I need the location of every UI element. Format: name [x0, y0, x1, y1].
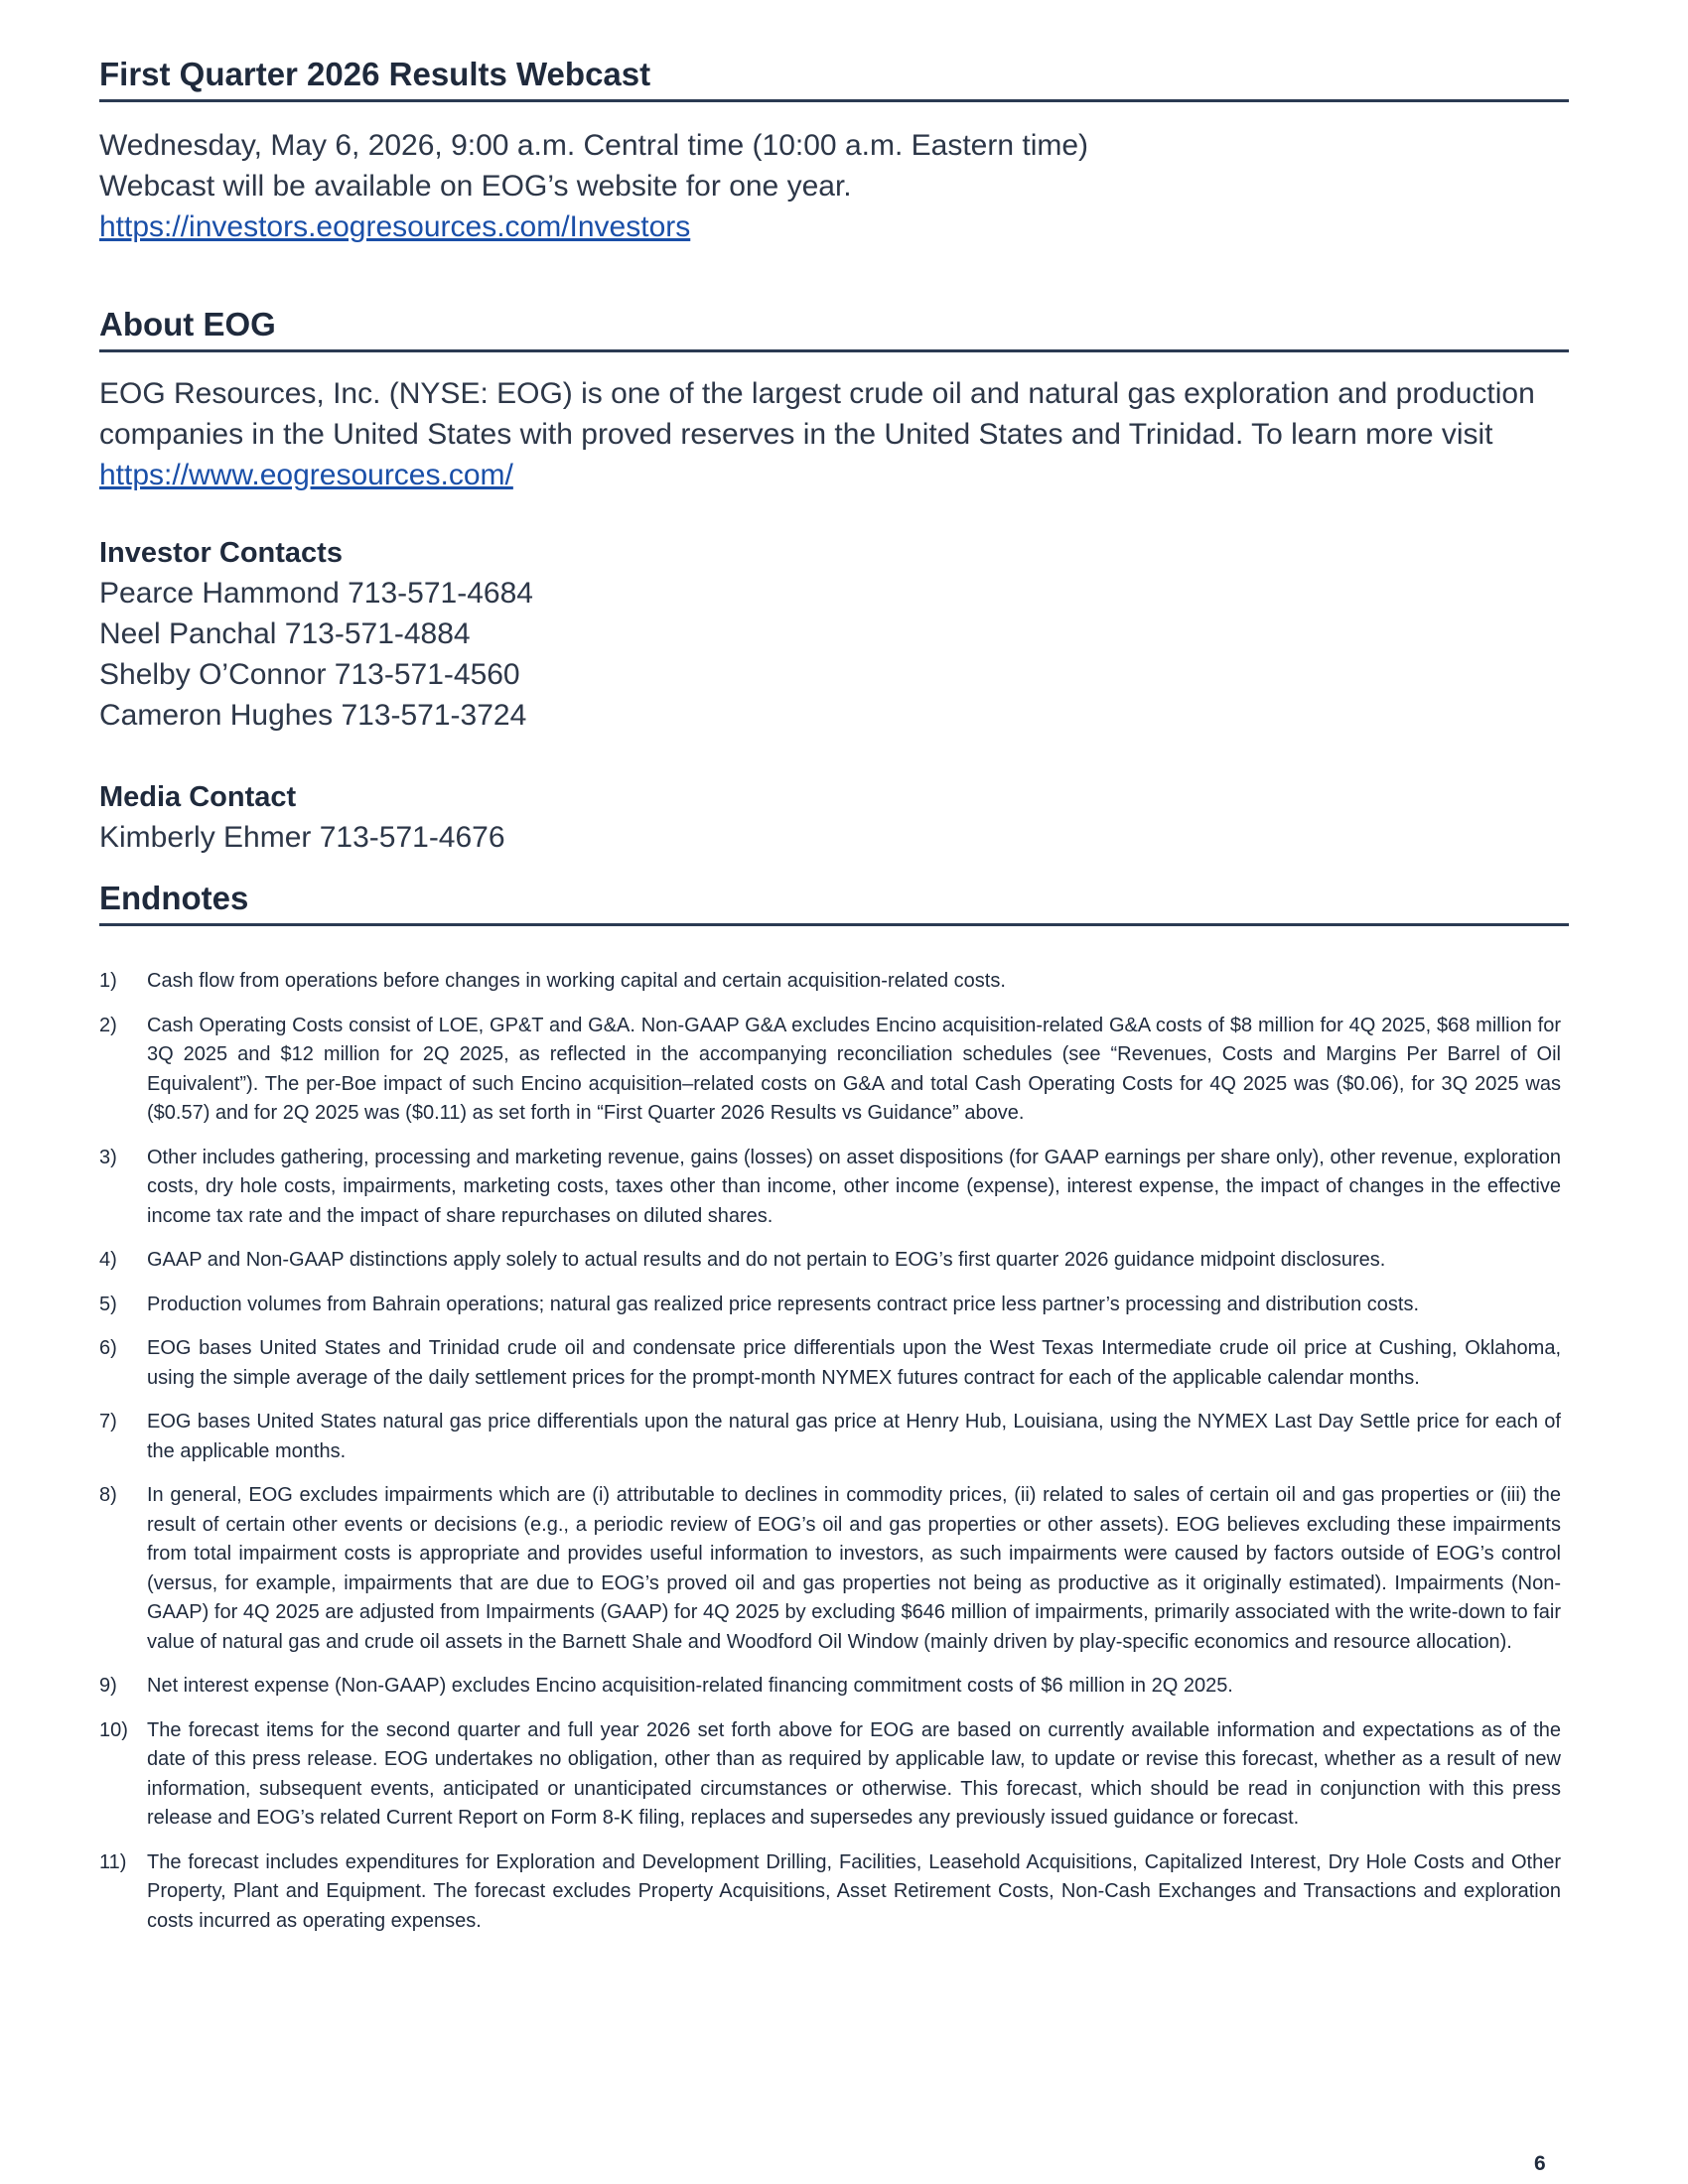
endnote-number: 6) [99, 1337, 117, 1359]
endnote-text: EOG bases United States natural gas price differentials upon the natural gas price at Henry Hub, Louisiana, using the NYMEX Last Day Settle price for each of the applicable months. [147, 1411, 1561, 1462]
endnotes-heading: Endnotes [99, 880, 1569, 926]
endnote-item [99, 1672, 1561, 1702]
endnote-number: 5) [99, 1293, 117, 1315]
endnote-text: Cash flow from operations before changes in working capital and certain acquisition-related costs. [147, 970, 1006, 992]
endnote-text: Cash Operating Costs consist of LOE, GP&T and G&A. Non-GAAP G&A excludes Encino acquisition-related G&A costs of $8 million for 4Q 2025, $68 million for 3Q 2025 and $12 million for 2Q 2025, as reflected in the accompanying reconciliation schedules (see “Revenues, Costs and Margins Per Barrel of Oil Equivalent”). The per-Boe impact of such Encino acquisition–related costs on G&A and total Cash Operating Costs for 4Q 2025 was ($0.06), for 3Q 2025 was ($0.57) and for 2Q 2025 was ($0.11) as set forth in “First Quarter 2026 Results vs Guidance” above. [147, 1014, 1561, 1124]
endnotes-list [99, 967, 1561, 1951]
endnote-text: Net interest expense (Non-GAAP) excludes Encino acquisition-related financing commitment costs of $6 million in 2Q 2025. [147, 1675, 1233, 1697]
endnote-text: In general, EOG excludes impairments which are (i) attributable to declines in commodity prices, (ii) related to sales of certain oil and gas properties or (iii) the result of certain other events or decisions (e.g., a periodic review of EOG’s oil and gas properties or other assets). EOG believes excluding these impairments from total impairment costs is appropriate and provides useful information to investors, as such impairments were caused by factors outside of EOG’s control (versus, for example, impairments that are due to EOG’s proved oil and gas properties not being as productive as it originally estimated). Impairments (Non-GAAP) for 4Q 2025 are adjusted from Impairments (GAAP) for 4Q 2025 by excluding $646 million of impairments, primarily associated with the write-down to fair value of natural gas and crude oil assets in the Barnett Shale and Woodford Oil Window (mainly driven by play-specific economics and resource allocation). [147, 1484, 1561, 1653]
endnote-item [99, 967, 1561, 997]
endnote-item [99, 1291, 1561, 1320]
webcast-availability-line: Webcast will be available on EOG’s website for one year. [99, 170, 852, 203]
webcast-details [99, 125, 1569, 247]
investor-contact: Shelby O’Connor 713-571-4560 [99, 658, 520, 691]
media-contact-heading: Media Contact [99, 781, 297, 813]
endnote-text: EOG bases United States and Trinidad crude oil and condensate price differentials upon the West Texas Intermediate crude oil price at Cushing, Oklahoma, using the simple average of the daily settlement prices for the prompt-month NYMEX futures contract for each of the applicable calendar months. [147, 1337, 1561, 1389]
investor-contact: Pearce Hammond 713-571-4684 [99, 577, 533, 610]
about-paragraph [99, 373, 1569, 495]
endnote-item [99, 1246, 1561, 1276]
endnote-number: 7) [99, 1411, 117, 1433]
endnote-number: 1) [99, 970, 117, 992]
about-text: EOG Resources, Inc. (NYSE: EOG) is one of the largest crude oil and natural gas exploration and production companies in the United States with proved reserves in the United States and Trinidad. To learn more visit [99, 377, 1535, 451]
endnote-item [99, 1481, 1561, 1657]
endnote-item [99, 1716, 1561, 1834]
endnote-item [99, 1144, 1561, 1232]
endnote-text: Other includes gathering, processing and marketing revenue, gains (losses) on asset dispositions (for GAAP earnings per share only), other revenue, exploration costs, dry hole costs, impairments, marketing costs, taxes other than income, other income (expense), interest expense, the impact of changes in the effective income tax rate and the impact of share repurchases on diluted shares. [147, 1146, 1561, 1227]
investor-contact: Neel Panchal 713-571-4884 [99, 617, 471, 650]
media-contact-name: Kimberly Ehmer 713-571-4676 [99, 821, 505, 854]
endnote-item [99, 1334, 1561, 1393]
investors-link[interactable]: https://investors.eogresources.com/Investors [99, 210, 691, 243]
media-contact [99, 777, 505, 858]
endnote-number: 4) [99, 1249, 117, 1271]
endnote-text: The forecast items for the second quarter and full year 2026 set forth above for EOG are based on currently available information and expectations as of the date of this press release. EOG undertakes no obligation, other than as required by applicable law, to update or revise this forecast, whether as a result of new information, subsequent events, anticipated or unanticipated circumstances or otherwise. This forecast, which should be read in conjunction with this press release and EOG’s related Current Report on Form 8-K filing, replaces and supersedes any previously issued guidance or forecast. [147, 1718, 1561, 1829]
investor-contacts [99, 533, 533, 736]
endnote-text: GAAP and Non-GAAP distinctions apply solely to actual results and do not pertain to EOG’s first quarter 2026 guidance midpoint disclosures. [147, 1249, 1386, 1271]
endnote-text: Production volumes from Bahrain operations; natural gas realized price represents contract price less partner’s processing and distribution costs. [147, 1293, 1420, 1315]
page-number: 6 [1534, 2152, 1546, 2175]
endnote-number: 11) [99, 1850, 127, 1873]
about-heading: About EOG [99, 306, 1569, 352]
endnote-number: 9) [99, 1675, 117, 1697]
endnote-item [99, 1012, 1561, 1129]
endnote-number: 8) [99, 1484, 117, 1506]
investor-contacts-heading: Investor Contacts [99, 537, 343, 569]
eog-website-link[interactable]: https://www.eogresources.com/ [99, 459, 513, 491]
webcast-date-line: Wednesday, May 6, 2026, 9:00 a.m. Central time (10:00 a.m. Eastern time) [99, 129, 1089, 162]
endnote-number: 2) [99, 1014, 117, 1036]
endnote-item [99, 1848, 1561, 1937]
webcast-heading: First Quarter 2026 Results Webcast [99, 56, 1569, 102]
investor-contact: Cameron Hughes 713-571-3724 [99, 699, 527, 732]
endnote-number: 3) [99, 1146, 117, 1168]
endnote-text: The forecast includes expenditures for Exploration and Development Drilling, Facilities, Leasehold Acquisitions, Capitalized Interest, Dry Hole Costs and Other Property, Plant and Equipment. The forecast excludes Property Acquisitions, Asset Retirement Costs, Non-Cash Exchanges and Transactions and exploration costs incurred as operating expenses. [147, 1850, 1561, 1932]
endnote-item [99, 1408, 1561, 1466]
endnote-number: 10) [99, 1718, 128, 1741]
